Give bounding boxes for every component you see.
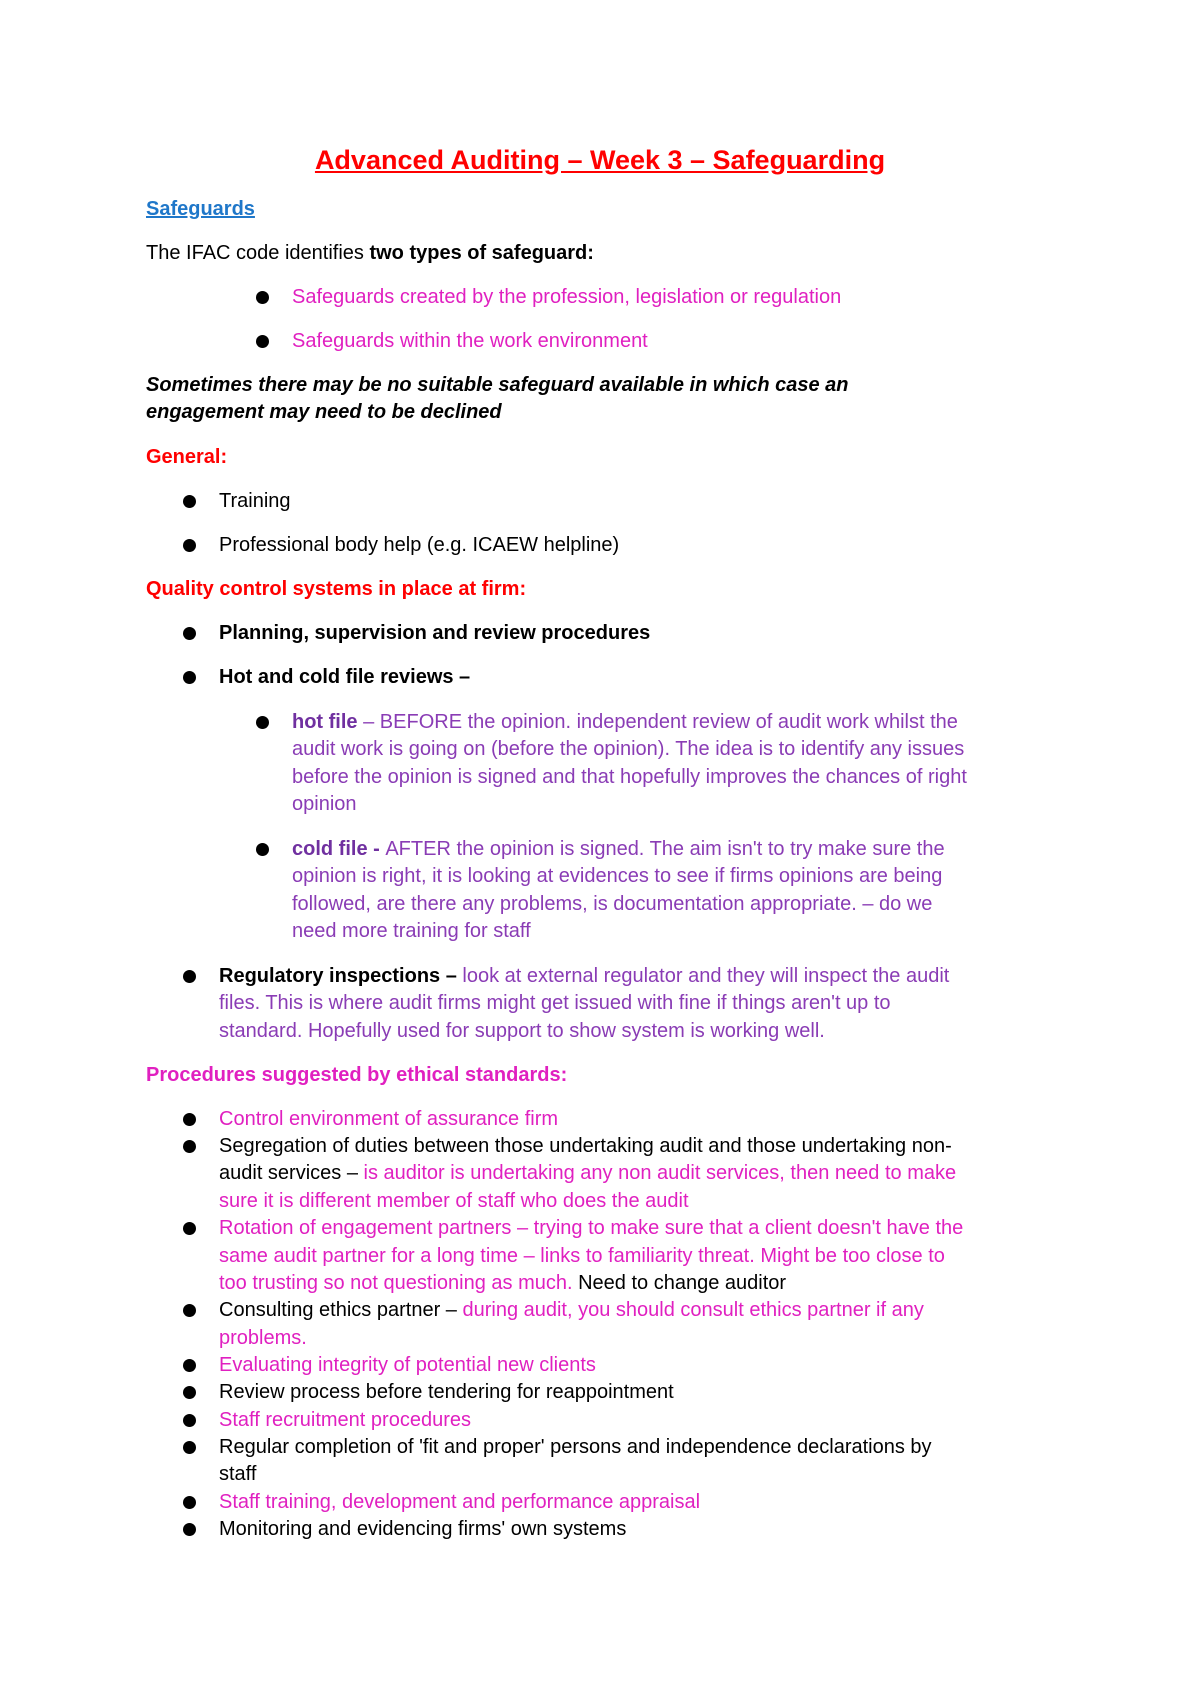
hot-file-text: BEFORE the opinion. independent review of audit work whilst the [379,711,958,733]
bullet-icon [256,843,269,856]
procedure-item-cont [219,1160,1079,1188]
intro-bold: two types of safeguard: [369,242,594,264]
intro-paragraph [146,240,1066,267]
safeguard-type-item: Safeguards created by the profession, legislation or regulation [292,286,842,308]
procedures-heading: Procedures suggested by ethical standards: [146,1064,568,1086]
note-line: engagement may need to be declined [146,401,502,423]
cold-file-text: AFTER the opinion is signed. The aim isn't to try make sure the [385,838,945,860]
procedure-item-cont: same audit partner for a long time – links to familiarity threat. Might be too close to [219,1245,945,1267]
procedure-item-cont: staff [219,1463,257,1485]
procedure-item: Regular completion of 'fit and proper' persons and independence declarations by [219,1436,932,1458]
general-item: Training [219,490,291,512]
general-heading: General: [146,446,228,468]
bullet-icon [183,1441,196,1454]
procedure-black-text: Consulting ethics partner – [219,1299,463,1321]
regulatory-line [219,963,1079,991]
bullet-icon [183,970,196,983]
bullet-icon [183,1113,196,1126]
bullet-icon [183,671,196,684]
bullet-icon [183,1523,196,1536]
bullet-icon [183,1140,196,1153]
procedure-black-text: Need to change auditor [578,1272,787,1294]
hot-file-line: before the opinion is signed and that hopefully improves the chances of right [292,766,967,788]
hot-file-line: opinion [292,793,357,815]
bullet-icon [183,495,196,508]
procedure-item-cont [219,1270,1079,1298]
procedure-item: Evaluating integrity of potential new clients [219,1354,596,1376]
bullet-icon [183,1414,196,1427]
procedure-colored-text: too trusting so not questioning as much. [219,1272,579,1294]
procedure-item: Staff training, development and performance appraisal [219,1491,701,1513]
hot-file-label: hot file [292,711,358,733]
procedure-item-cont: problems. [219,1327,307,1349]
note-line: Sometimes there may be no suitable safeguard available in which case an [146,374,849,396]
bullet-icon [183,539,196,552]
intro-prefix: The IFAC code identifies [146,242,370,264]
procedure-colored-text: during audit, you should consult ethics partner if any [462,1299,924,1321]
regulatory-label: Regulatory inspections – [219,965,463,987]
quality-heading: Quality control systems in place at firm: [146,578,527,600]
hot-file-line [292,709,1062,737]
bullet-icon [183,1496,196,1509]
procedure-item [219,1297,1079,1325]
quality-item: Hot and cold file reviews – [219,666,471,688]
procedure-item: Monitoring and evidencing firms' own systems [219,1518,627,1540]
cold-file-label: cold file - [292,838,386,860]
procedure-item: Segregation of duties between those undertaking audit and those undertaking non- [219,1135,952,1157]
regulatory-text: look at external regulator and they will inspect the audit [462,965,950,987]
procedure-item: Rotation of engagement partners – trying to make sure that a client doesn't have the [219,1217,964,1239]
hot-file-sep: – [357,711,380,733]
regulatory-line: files. This is where audit firms might get issued with fine if things aren't up to [219,992,891,1014]
regulatory-line: standard. Hopefully used for support to show system is working well. [219,1020,825,1042]
procedure-item: Control environment of assurance firm [219,1108,559,1130]
cold-file-line: need more training for staff [292,920,531,942]
safeguard-type-item: Safeguards within the work environment [292,330,648,352]
procedure-item: Review process before tendering for reappointment [219,1381,674,1403]
bullet-icon [183,627,196,640]
bullet-icon [256,291,269,304]
page-title: Advanced Auditing – Week 3 – Safeguarding [314,145,886,175]
hot-file-line: audit work is going on (before the opinion). The idea is to identify any issues [292,738,965,760]
bullet-icon [183,1359,196,1372]
quality-item: Planning, supervision and review procedures [219,622,651,644]
cold-file-line: followed, are there any problems, is documentation appropriate. – do we [292,893,933,915]
cold-file-line [292,836,1062,864]
procedure-colored-text: is auditor is undertaking any non audit services, then need to make [363,1162,957,1184]
cold-file-line: opinion is right, it is looking at evidences to see if firms opinions are being [292,865,943,887]
bullet-icon [183,1222,196,1235]
bullet-icon [256,716,269,729]
procedure-item-cont: sure it is different member of staff who does the audit [219,1190,689,1212]
bullet-icon [183,1386,196,1399]
procedure-item: Staff recruitment procedures [219,1409,471,1431]
general-item: Professional body help (e.g. ICAEW helpline) [219,534,620,556]
bullet-icon [256,335,269,348]
safeguards-heading: Safeguards [146,198,255,220]
procedure-black-text: audit services – [219,1162,364,1184]
bullet-icon [183,1304,196,1317]
